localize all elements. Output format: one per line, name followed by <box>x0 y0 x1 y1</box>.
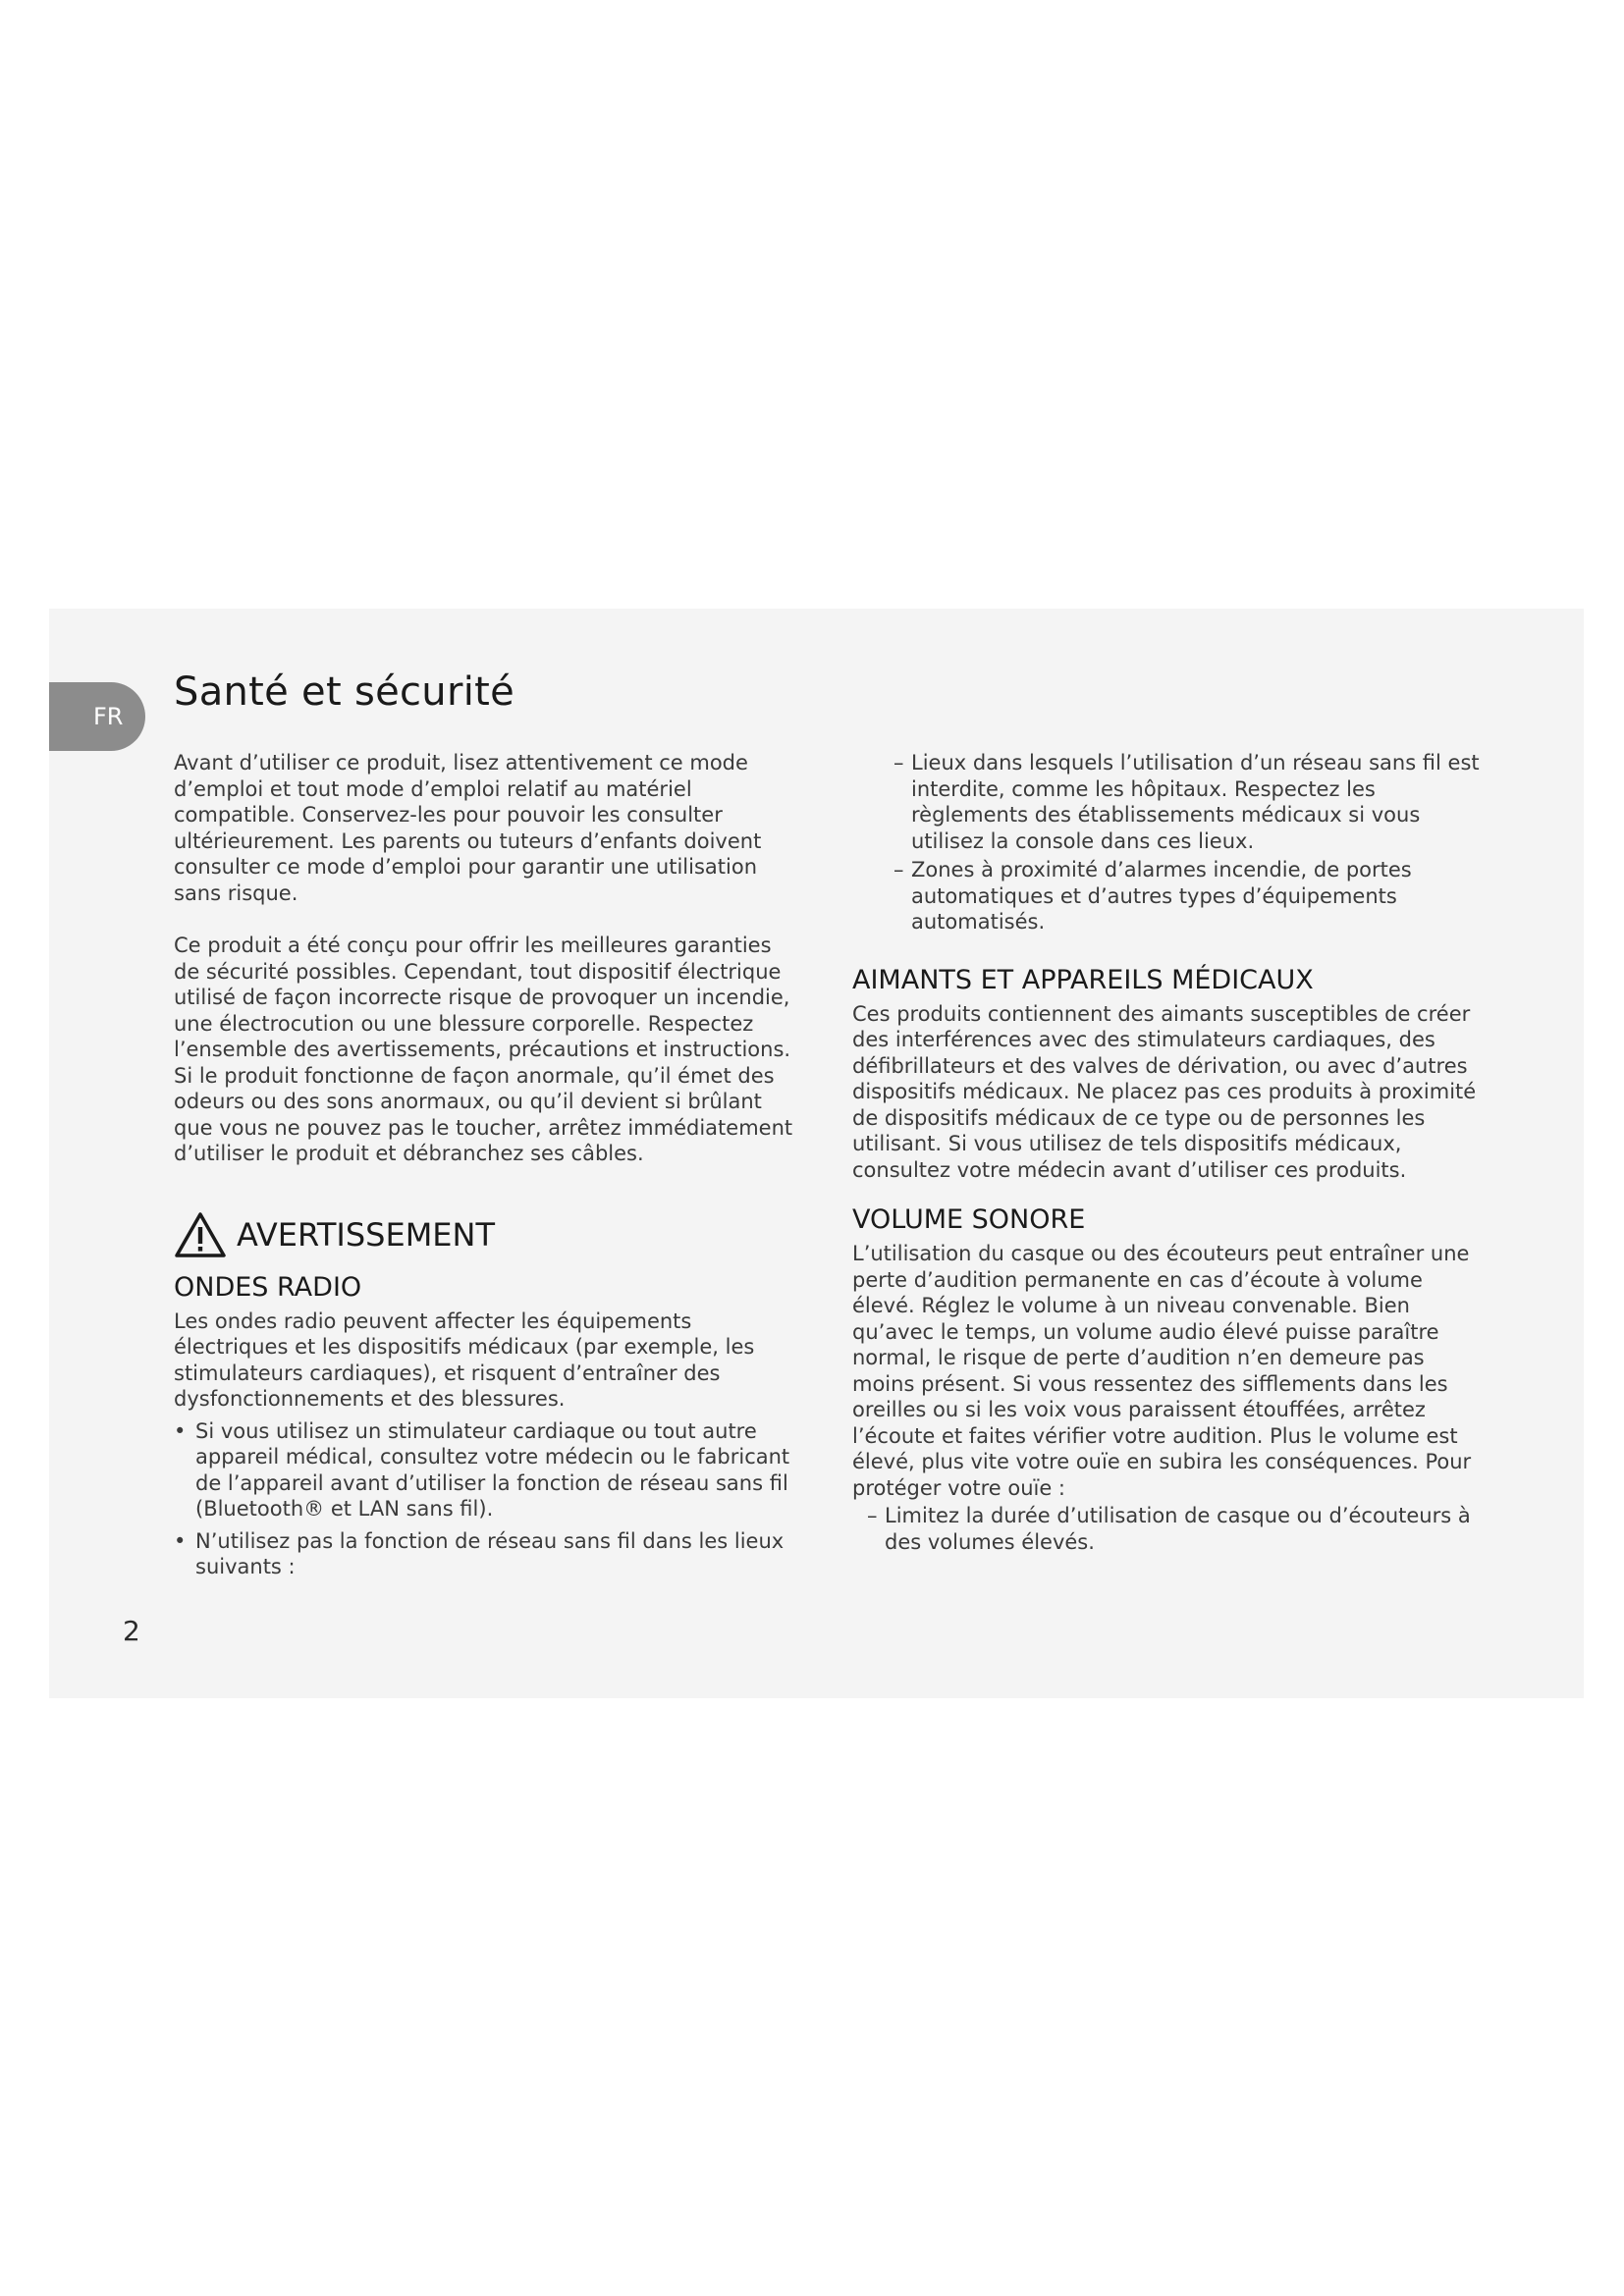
page-title: Santé et sécurité <box>174 669 515 715</box>
list-item <box>893 750 1490 854</box>
dash-text: Lieux dans lesquels l’utilisation d’un réseau sans fil est interdite, comme les hôpitaux. Respectez les règlements des établissements médicaux si vous utilisez la console dans ces lieux. <box>911 751 1480 853</box>
intro-paragraph-2: Ce produit a été conçu pour offrir les meilleures garanties de sécurité possibles. Cependant, tout dispositif électrique utilisé de façon incorrecte risque de provoquer un incendie, une électrocution ou une blessure corporelle. Respectez l’ensemble des avertissements, précautions et instructions. Si le produit fonctionne de façon anormale, qu’il émet des odeurs ou des sons anormaux, ou qu’il devient si brûlant que vous ne pouvez pas le toucher, arrêtez immédiatement d’utiliser le produit et débranchez ses câbles. <box>174 934 793 1165</box>
language-tab: FR <box>49 682 145 751</box>
list-item <box>893 857 1490 935</box>
volume-text: L’utilisation du casque ou des écouteurs peut entraîner une perte d’audition permanente en cas d’écoute à volume élevé. Réglez le volume à un niveau convenable. Bien qu’avec le temps, un volume audio élevé puisse paraître normal, le risque de perte d’audition n’en demeure pas moins présent. Si vous ressentez des sifflements dans les oreilles ou si les voix vous paraissent étouffées, arrêtez l’écoute et faites vérifier votre audition. Plus le volume est élevé, plus vite votre ouïe en subira les conséquences. Pour protéger votre ouïe : <box>852 1242 1472 1500</box>
list-item <box>174 1418 802 1522</box>
list-item <box>867 1503 1490 1555</box>
right-column <box>852 750 1490 1555</box>
bullet-mark: • <box>174 1418 187 1443</box>
dash-text: Zones à proximité d’alarmes incendie, de portes automatiques et d’autres types d’équipements automatisés. <box>911 858 1412 934</box>
left-column <box>174 750 802 1580</box>
bullet-text: Si vous utilisez un stimulateur cardiaque ou tout autre appareil médical, consultez votre médecin ou le fabricant de l’appareil avant d’utiliser la fonction de réseau sans fil (Bluetooth® et LAN sans fil). <box>195 1418 790 1521</box>
warning-heading <box>174 1211 802 1258</box>
dash-mark: – <box>893 858 904 881</box>
warning-heading-text: AVERTISSEMENT <box>237 1215 495 1254</box>
intro-paragraph-1: Avant d’utiliser ce produit, lisez attentivement ce mode d’emploi et tout mode d’emploi relatif au matériel compatible. Conservez-les pour pouvoir les consulter ultérieurement. Les parents ou tuteurs d’enfants doivent consulter ce mode d’emploi pour garantir une utilisation sans risque. <box>174 751 762 905</box>
magnets-text: Ces produits contiennent des aimants susceptibles de créer des interférences avec des stimulateurs cardiaques, des défibrillateurs et des valves de dérivation, ou avec d’autres dispositifs médicaux. Ne placez pas ces produits à proximité de dispositifs médicaux de ce type ou de personnes les utilisant. Si vous utilisez de tels dispositifs médicaux, consultez votre médecin avant d’utiliser ces produits. <box>852 1001 1477 1182</box>
radio-text: Les ondes radio peuvent affecter les équipements électriques et les dispositifs médicaux (par exemple, les stimulateurs cardiaques), et risquent d’entraîner des dysfonctionnements et des blessures. <box>174 1308 755 1411</box>
places-list <box>893 750 1490 935</box>
list-item <box>174 1528 802 1580</box>
bullet-text: N’utilisez pas la fonction de réseau sans fil dans les lieux suivants : <box>195 1528 785 1578</box>
radio-bullet-list <box>174 1418 802 1580</box>
page-number: 2 <box>123 1615 140 1647</box>
dash-mark: – <box>867 1504 878 1527</box>
dash-mark: – <box>893 751 904 774</box>
warning-triangle-icon <box>174 1211 227 1258</box>
dash-text: Limitez la durée d’utilisation de casque ou d’écouteurs à des volumes élevés. <box>885 1504 1471 1554</box>
volume-heading: VOLUME SONORE <box>852 1204 1086 1235</box>
bullet-mark: • <box>174 1528 187 1553</box>
radio-heading: ONDES RADIO <box>174 1271 362 1303</box>
magnets-heading: AIMANTS ET APPAREILS MÉDICAUX <box>852 964 1314 995</box>
